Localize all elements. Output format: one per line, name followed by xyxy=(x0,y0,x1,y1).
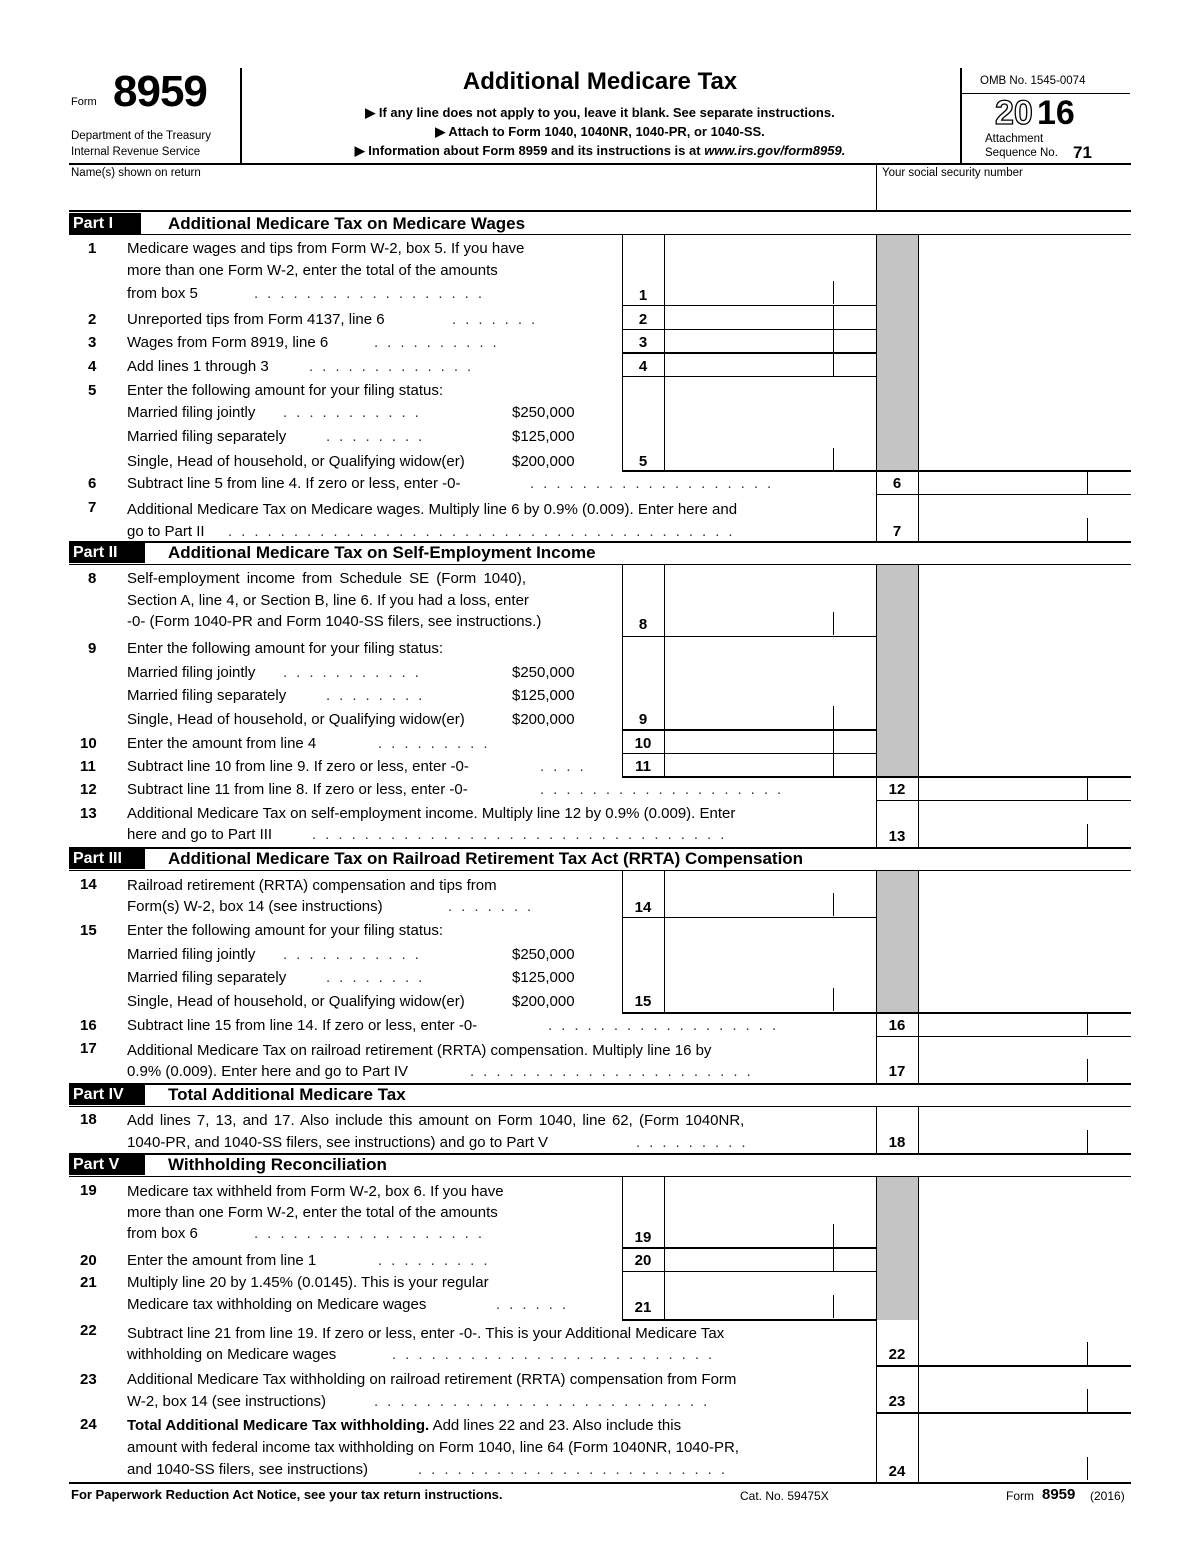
box-label-16: 16 xyxy=(888,1017,906,1034)
line-16-number: 16 xyxy=(80,1017,97,1034)
line-13-text-a: Additional Medicare Tax on self-employment income. Multiply line 12 by 0.9% (0.009). Enter xyxy=(127,805,736,822)
line-22-number: 22 xyxy=(80,1322,97,1339)
line-22-text-a: Subtract line 21 from line 19. If zero or less, enter -0-. This is your Additional Medicare Tax xyxy=(127,1325,725,1342)
tick-12 xyxy=(1087,777,1088,800)
line-24-text-a-rest: Add lines 22 and 23. Also include this xyxy=(429,1417,682,1434)
line-17-input[interactable] xyxy=(920,1060,1086,1081)
line-12-number: 12 xyxy=(80,781,97,798)
line-24-text-a xyxy=(127,1418,681,1433)
line-20-number: 20 xyxy=(80,1252,97,1269)
line-15-header: Enter the following amount for your filing status: xyxy=(127,922,443,939)
line-9-input[interactable] xyxy=(666,707,832,728)
leader-dots: ................................ xyxy=(312,826,734,843)
line-5-mfs: Married filing separately xyxy=(127,428,287,445)
line-15-mfs-amount: $125,000 xyxy=(512,969,575,986)
tick-6 xyxy=(1087,471,1088,494)
part-1-title: Additional Medicare Tax on Medicare Wages xyxy=(168,214,526,233)
line-6-number: 6 xyxy=(88,475,97,492)
box-label-8: 8 xyxy=(638,616,648,633)
line-13-input[interactable] xyxy=(920,825,1086,846)
irs-url-link[interactable]: www.irs.gov/form8959. xyxy=(704,143,846,158)
header-divider-right xyxy=(960,68,962,164)
line-24-input[interactable] xyxy=(920,1458,1086,1480)
rule-10 xyxy=(622,753,876,754)
tick-16 xyxy=(1087,1012,1088,1035)
rule-21 xyxy=(622,1319,876,1321)
box-label-23: 23 xyxy=(888,1393,906,1410)
line-8-text-b: Section A, line 4, or Section B, line 6. If you had a loss, enter xyxy=(127,592,529,609)
line-17-text-a: Additional Medicare Tax on railroad retirement (RRTA) compensation. Multiply line 16 by xyxy=(127,1042,712,1059)
line-11-input[interactable] xyxy=(666,755,832,775)
leader-dots: ........................ xyxy=(418,1461,735,1478)
leader-dots: ......... xyxy=(378,1252,497,1269)
line-11-text: Subtract line 10 from line 9. If zero or less, enter -0- xyxy=(127,758,469,775)
sequence-number: 71 xyxy=(1073,143,1092,162)
line-7-text-a: Additional Medicare Tax on Medicare wages. Multiply line 6 by 0.9% (0.009). Enter here and xyxy=(127,501,738,518)
tick-15 xyxy=(833,988,834,1011)
tick-22 xyxy=(1087,1342,1088,1365)
col-664-p3 xyxy=(664,871,665,1013)
leader-dots: ............. xyxy=(309,358,481,375)
footer-rule xyxy=(69,1482,1131,1484)
line-5-header: Enter the following amount for your filing status: xyxy=(127,382,443,399)
box-label-1: 1 xyxy=(638,287,648,304)
line-9-number: 9 xyxy=(88,640,97,657)
line-13-number: 13 xyxy=(80,805,97,822)
box-label-12: 12 xyxy=(888,781,906,798)
box-label-13: 13 xyxy=(888,828,906,845)
line-5-single-amount: $200,000 xyxy=(512,453,575,470)
line-16-text: Subtract line 15 from line 14. If zero or less, enter -0- xyxy=(127,1017,478,1034)
department-line: Department of the Treasury xyxy=(71,130,211,142)
line-5-mfj-amount: $250,000 xyxy=(512,404,575,421)
box-label-21: 21 xyxy=(634,1299,652,1316)
line-24-text-c: and 1040-SS filers, see instructions) xyxy=(127,1461,368,1478)
ssn-divider xyxy=(876,165,877,211)
line-18-text-a: Add lines 7, 13, and 17. Also include this amount on Form 1040, line 62, (Form 1040NR, xyxy=(127,1112,745,1129)
line-1-text-a: Medicare wages and tips from Form W-2, box 5. If you have xyxy=(127,240,525,257)
sequence-label: Sequence No. xyxy=(985,147,1058,159)
paperwork-notice: For Paperwork Reduction Act Notice, see your tax return instructions. xyxy=(71,1487,503,1502)
line-23-text-a: Additional Medicare Tax withholding on railroad retirement (RRTA) compensation from Form xyxy=(127,1371,737,1388)
tick-5 xyxy=(833,448,834,471)
rule-23 xyxy=(876,1412,1131,1414)
line-15-mfj-amount: $250,000 xyxy=(512,946,575,963)
tick-3 xyxy=(833,329,834,352)
line-13-text-b: here and go to Part III xyxy=(127,826,273,843)
line-1-text-b: more than one Form W-2, enter the total of the amounts xyxy=(127,262,498,279)
tick-17 xyxy=(1087,1059,1088,1082)
box-label-9: 9 xyxy=(638,711,648,728)
line-15-input[interactable] xyxy=(666,990,832,1011)
line-15-mfs: Married filing separately xyxy=(127,969,287,986)
instruction-line-1: ▶ If any line does not apply to you, leave it blank. See separate instructions. xyxy=(365,105,835,120)
line-22-input[interactable] xyxy=(920,1343,1086,1364)
line-5-number: 5 xyxy=(88,382,97,399)
leader-dots: ........... xyxy=(283,946,428,963)
rule-22 xyxy=(876,1365,1131,1367)
tick-21 xyxy=(833,1295,834,1318)
line-15-single-amount: $200,000 xyxy=(512,993,575,1010)
tick-20 xyxy=(833,1248,834,1271)
box-label-19: 19 xyxy=(634,1229,652,1246)
line-3-input[interactable] xyxy=(666,331,832,351)
col-622-p3 xyxy=(622,871,623,1013)
tick-4 xyxy=(833,353,834,376)
line-8-text-c: -0- (Form 1040-PR and Form 1040-SS filers, see instructions.) xyxy=(127,613,542,630)
line-18-input[interactable] xyxy=(920,1131,1086,1152)
box-label-3: 3 xyxy=(638,334,648,351)
tick-9 xyxy=(833,706,834,729)
line-5-mfs-amount: $125,000 xyxy=(512,428,575,445)
tick-11 xyxy=(833,754,834,777)
line-3-number: 3 xyxy=(88,334,97,351)
part-3-label: Part III xyxy=(69,848,145,869)
leader-dots: ................... xyxy=(530,475,781,492)
box-label-10: 10 xyxy=(634,735,652,752)
footer-year: (2016) xyxy=(1090,1489,1125,1503)
col-918-p4 xyxy=(918,1107,919,1154)
line-10-text: Enter the amount from line 4 xyxy=(127,735,317,752)
leader-dots: ........ xyxy=(326,969,432,986)
name-label: Name(s) shown on return xyxy=(71,167,201,179)
line-23-text-b: W-2, box 14 (see instructions) xyxy=(127,1393,326,1410)
line-2-number: 2 xyxy=(88,311,97,328)
header-rule xyxy=(69,163,1131,165)
leader-dots: ................... xyxy=(540,781,791,798)
leader-dots: .......................... xyxy=(374,1393,717,1410)
line-20-text: Enter the amount from line 1 xyxy=(127,1252,317,1269)
leader-dots: ........... xyxy=(283,404,428,421)
form-label: Form xyxy=(71,96,97,108)
part-4-title: Total Additional Medicare Tax xyxy=(168,1085,406,1104)
form-title: Additional Medicare Tax xyxy=(462,68,738,95)
line-14-text-b: Form(s) W-2, box 14 (see instructions) xyxy=(127,898,383,915)
line-9-single-amount: $200,000 xyxy=(512,711,575,728)
omb-number: OMB No. 1545-0074 xyxy=(980,75,1086,87)
line-15-single: Single, Head of household, or Qualifying widow(er) xyxy=(127,993,465,1010)
line-8-number: 8 xyxy=(88,570,97,587)
tax-year-outline: 20 xyxy=(995,94,1033,132)
part-5-label: Part V xyxy=(69,1154,145,1175)
tax-year-bold: 16 xyxy=(1037,94,1075,132)
leader-dots: ........ xyxy=(326,687,432,704)
line-10-number: 10 xyxy=(80,735,97,752)
part-3-title: Additional Medicare Tax on Railroad Retirement Tax Act (RRTA) Compensation xyxy=(168,849,804,868)
footer-form-label: Form xyxy=(1006,1489,1034,1503)
line-8-text-a: Self-employment income from Schedule SE (Form 1040), xyxy=(127,570,526,587)
attachment-label: Attachment xyxy=(985,133,1044,145)
rule-4 xyxy=(622,376,876,377)
tick-2 xyxy=(833,306,834,329)
col-918-p1 xyxy=(918,235,919,542)
line-7-input[interactable] xyxy=(920,519,1086,540)
box-label-2: 2 xyxy=(638,311,648,328)
line-12-input[interactable] xyxy=(920,779,1086,799)
leader-dots: .................. xyxy=(254,1225,492,1242)
tick-19 xyxy=(833,1224,834,1247)
instruction-line-3 xyxy=(240,144,960,157)
line-12-text: Subtract line 11 from line 8. If zero or less, enter -0- xyxy=(127,781,468,798)
part-1-label: Part I xyxy=(69,213,141,234)
shaded-column-part2 xyxy=(876,565,918,777)
box-label-5: 5 xyxy=(638,453,648,470)
catalog-number: Cat. No. 59475X xyxy=(740,1489,829,1503)
line-2-input[interactable] xyxy=(666,307,832,328)
tick-23 xyxy=(1087,1389,1088,1412)
tick-1 xyxy=(833,281,834,304)
part-4-rule xyxy=(69,1106,1131,1107)
line-1-number: 1 xyxy=(88,240,97,257)
rule-11 xyxy=(622,776,1131,778)
line-14-number: 14 xyxy=(80,876,97,893)
box-label-17: 17 xyxy=(888,1063,906,1080)
line-17-number: 17 xyxy=(80,1040,97,1057)
leader-dots: ......... xyxy=(636,1134,755,1151)
line-8-input[interactable] xyxy=(666,613,832,634)
tick-13 xyxy=(1087,824,1088,847)
part-5-title: Withholding Reconciliation xyxy=(168,1155,387,1174)
box-label-15: 15 xyxy=(634,993,652,1010)
leader-dots: ........ xyxy=(326,428,432,445)
box-label-14: 14 xyxy=(634,899,652,916)
line-23-number: 23 xyxy=(80,1371,97,1388)
rule-14 xyxy=(622,917,876,918)
part-3-rule xyxy=(69,870,1131,871)
part-2-label: Part II xyxy=(69,542,145,563)
col-876-p2 xyxy=(876,565,877,848)
line-5-single: Single, Head of household, or Qualifying widow(er) xyxy=(127,453,465,470)
line-19-text-c: from box 6 xyxy=(127,1225,198,1242)
line-15-mfj: Married filing jointly xyxy=(127,946,256,963)
irs-line: Internal Revenue Service xyxy=(71,146,201,158)
leader-dots: ......... xyxy=(378,735,497,752)
name-input[interactable] xyxy=(71,184,871,210)
instruction-line-2: ▶ Attach to Form 1040, 1040NR, 1040-PR, or 1040-SS. xyxy=(435,124,765,139)
rule-2 xyxy=(622,329,876,330)
leader-dots: .................. xyxy=(254,285,492,302)
tick-7 xyxy=(1087,518,1088,541)
rule-9 xyxy=(622,729,876,731)
leader-dots: ....... xyxy=(452,311,545,328)
line-2-text: Unreported tips from Form 4137, line 6 xyxy=(127,311,385,328)
line-9-mfj-amount: $250,000 xyxy=(512,664,575,681)
rule-3 xyxy=(622,352,876,354)
box-label-7: 7 xyxy=(892,523,902,540)
tick-14 xyxy=(833,893,834,916)
form-number: 8959 xyxy=(113,67,207,116)
line-9-single: Single, Head of household, or Qualifying widow(er) xyxy=(127,711,465,728)
footer-form-number: 8959 xyxy=(1042,1486,1076,1503)
part-1-rule xyxy=(69,234,1131,235)
line-21-text-a: Multiply line 20 by 1.45% (0.0145). This is your regular xyxy=(127,1274,489,1291)
part-5-rule xyxy=(69,1176,1131,1177)
line-5-mfj: Married filing jointly xyxy=(127,404,256,421)
col-876-p1 xyxy=(876,235,877,542)
instruction-line-3-text: ▶ Information about Form 8959 and its instructions is at xyxy=(354,143,705,158)
tick-8 xyxy=(833,612,834,635)
line-19-input[interactable] xyxy=(666,1225,832,1246)
line-18-text-b: 1040-PR, and 1040-SS filers, see instructions) and go to Part V xyxy=(127,1134,549,1151)
leader-dots: ........... xyxy=(283,664,428,681)
part-2-title: Additional Medicare Tax on Self-Employment Income xyxy=(168,543,596,562)
line-4-input[interactable] xyxy=(666,355,832,375)
leader-dots: .... xyxy=(540,758,593,775)
line-20-input[interactable] xyxy=(666,1249,832,1270)
leader-dots: ...................... xyxy=(470,1063,760,1080)
leader-dots: ......................... xyxy=(392,1346,722,1363)
box-label-24: 24 xyxy=(888,1463,906,1480)
line-19-text-a: Medicare tax withheld from Form W-2, box 6. If you have xyxy=(127,1183,504,1200)
tick-18 xyxy=(1087,1130,1088,1153)
shaded-column-part5 xyxy=(876,1177,918,1320)
line-21-text-b: Medicare tax withholding on Medicare wages xyxy=(127,1296,427,1313)
rule-16 xyxy=(876,1036,1131,1037)
line-9-header: Enter the following amount for your filing status: xyxy=(127,640,443,657)
tick-10 xyxy=(833,730,834,753)
line-24-bold-lead: Total Additional Medicare Tax withholding. xyxy=(127,1417,430,1434)
tick-24 xyxy=(1087,1457,1088,1480)
rule-1 xyxy=(622,305,876,306)
line-23-input[interactable] xyxy=(920,1390,1086,1411)
part-2-rule xyxy=(69,564,1131,565)
box-label-22: 22 xyxy=(888,1346,906,1363)
ssn-input[interactable] xyxy=(882,184,1127,210)
line-7-number: 7 xyxy=(88,499,97,516)
line-15-number: 15 xyxy=(80,922,97,939)
line-14-text-a: Railroad retirement (RRTA) compensation and tips from xyxy=(127,877,497,894)
box-label-11: 11 xyxy=(635,758,651,775)
rule-6 xyxy=(876,494,1131,495)
line-11-number: 11 xyxy=(80,758,96,775)
line-6-input[interactable] xyxy=(920,473,1086,493)
col-918-p2 xyxy=(918,565,919,848)
line-24-number: 24 xyxy=(80,1416,97,1433)
name-rule xyxy=(69,210,1131,212)
shaded-column-part1 xyxy=(876,235,918,471)
line-18-number: 18 xyxy=(80,1111,97,1128)
rule-20 xyxy=(622,1271,876,1272)
col-918-p3 xyxy=(918,871,919,1084)
line-3-text: Wages from Form 8919, line 6 xyxy=(127,334,329,351)
line-1-text-c: from box 5 xyxy=(127,285,198,302)
line-19-text-b: more than one Form W-2, enter the total of the amounts xyxy=(127,1204,498,1221)
line-21-number: 21 xyxy=(80,1274,97,1291)
line-14-input[interactable] xyxy=(666,895,832,916)
leader-dots: ...... xyxy=(496,1296,576,1313)
rule-12 xyxy=(876,800,1131,801)
line-16-input[interactable] xyxy=(920,1014,1086,1035)
line-24-text-b: amount with federal income tax withholding on Form 1040, line 64 (Form 1040NR, 1040-PR, xyxy=(127,1439,739,1456)
col-876-p5 xyxy=(876,1177,877,1482)
leader-dots: .................. xyxy=(548,1017,786,1034)
leader-dots: ....................................... xyxy=(228,523,742,540)
line-5-input[interactable] xyxy=(666,449,832,469)
line-9-mfj: Married filing jointly xyxy=(127,664,256,681)
line-6-text: Subtract line 5 from line 4. If zero or less, enter -0- xyxy=(127,475,461,492)
box-label-4: 4 xyxy=(638,358,648,375)
line-4-number: 4 xyxy=(88,358,97,375)
col-918-p5 xyxy=(918,1177,919,1482)
shaded-column-part3 xyxy=(876,871,918,1013)
box-label-20: 20 xyxy=(634,1252,652,1269)
leader-dots: ....... xyxy=(448,898,541,915)
box-label-18: 18 xyxy=(888,1134,906,1151)
col-664-p2 xyxy=(664,565,665,777)
line-21-input[interactable] xyxy=(666,1296,832,1317)
col-876-p3 xyxy=(876,871,877,1084)
line-10-input[interactable] xyxy=(666,732,832,752)
part-4-label: Part IV xyxy=(69,1084,145,1105)
line-22-text-b: withholding on Medicare wages xyxy=(127,1346,337,1363)
line-9-mfs-amount: $125,000 xyxy=(512,687,575,704)
rule-5 xyxy=(622,470,1131,472)
rule-8 xyxy=(622,636,876,637)
box-label-6: 6 xyxy=(892,475,902,492)
line-17-text-b: 0.9% (0.009). Enter here and go to Part IV xyxy=(127,1063,409,1080)
line-7-text-b: go to Part II xyxy=(127,523,205,540)
line-9-mfs: Married filing separately xyxy=(127,687,287,704)
ssn-label: Your social security number xyxy=(882,167,1023,179)
line-1-input[interactable] xyxy=(666,283,832,304)
leader-dots: .......... xyxy=(374,334,506,351)
line-4-text: Add lines 1 through 3 xyxy=(127,358,269,375)
line-19-number: 19 xyxy=(80,1182,97,1199)
